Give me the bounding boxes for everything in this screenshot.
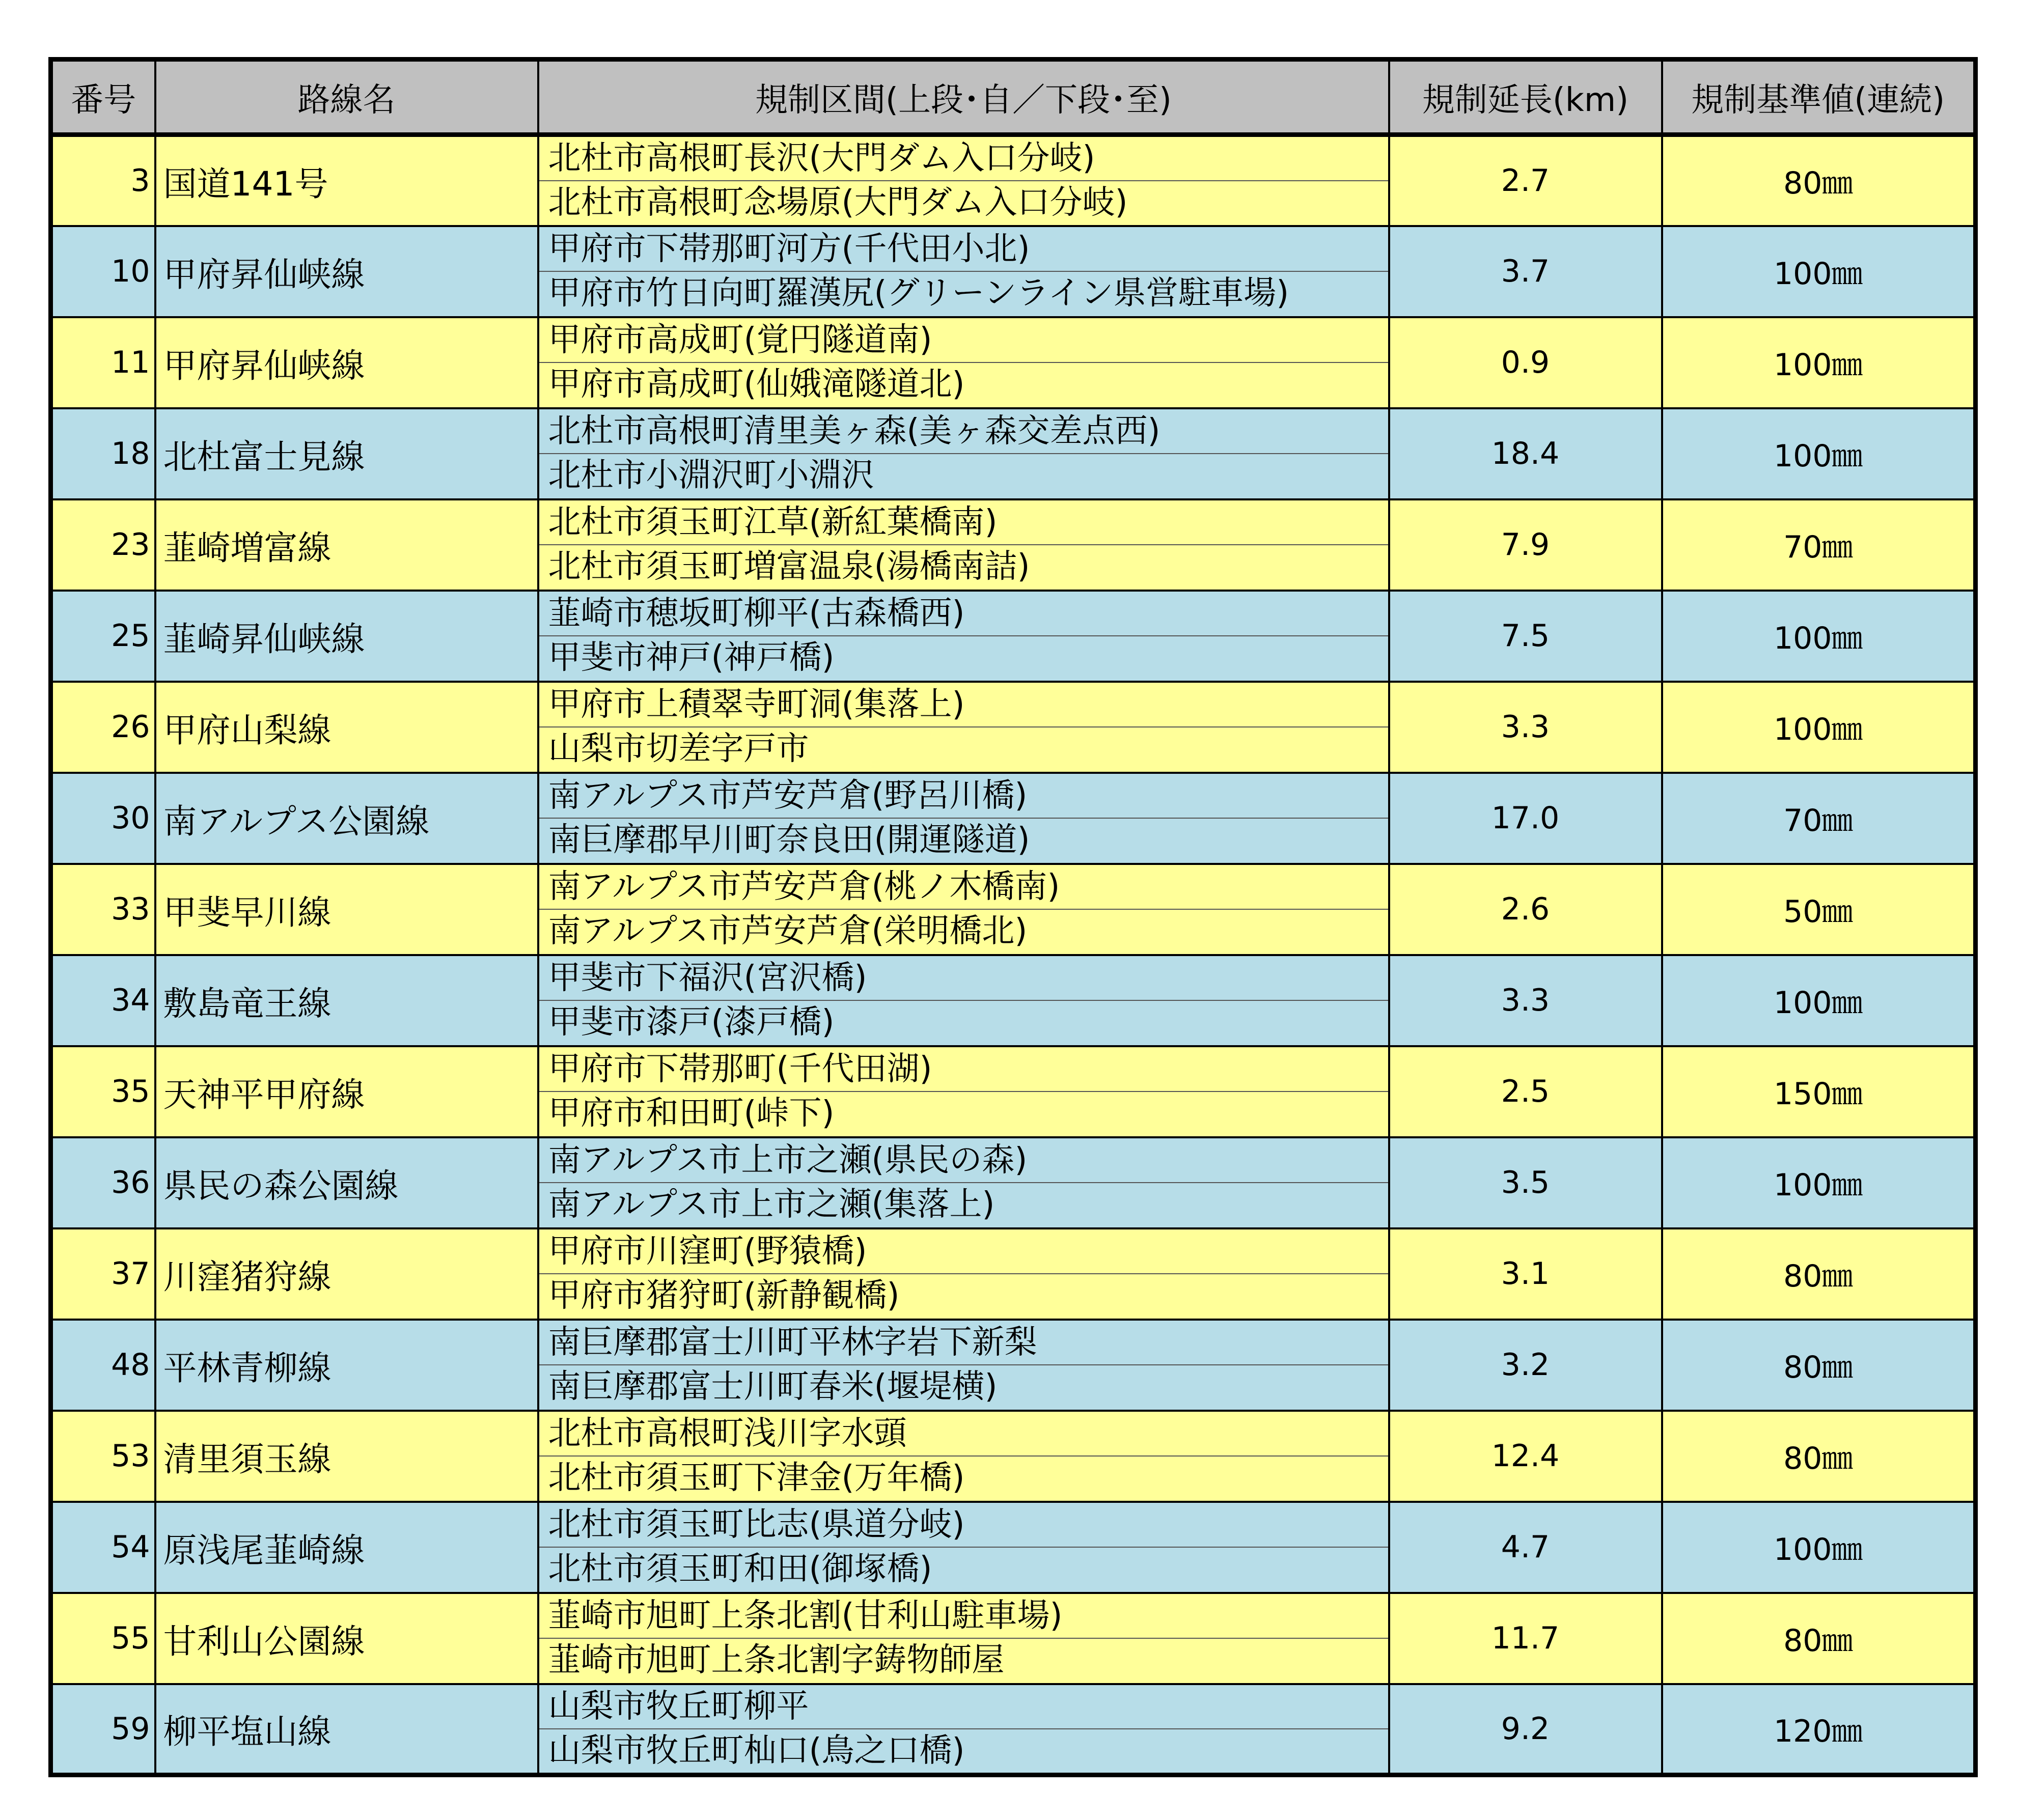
section-to: 南巨摩郡早川町奈良田(開運隧道) [548,821,1030,859]
regulation-length: 18.4 [1389,408,1662,499]
section-from: 北杜市高根町長沢(大門ダム入口分岐) [539,137,1388,181]
regulation-length: 3.2 [1389,1320,1662,1411]
regulation-section [538,1137,1389,1228]
route-name: 敷島竜王線 [155,955,538,1046]
route-name: 川窪猪狩線 [155,1228,538,1320]
route-number: 35 [51,1046,155,1137]
regulation-section [538,1228,1389,1320]
regulation-length: 7.9 [1389,499,1662,591]
section-to: 南アルプス市上市之瀬(集落上) [548,1186,995,1223]
regulation-standard: 100㎜ [1662,317,1976,408]
section-from: 甲府市上積翠寺町洞(集落上) [539,683,1388,727]
regulation-length: 7.5 [1389,591,1662,682]
regulation-standard: 80㎜ [1662,1411,1976,1502]
regulation-standard: 100㎜ [1662,1137,1976,1228]
regulation-standard: 80㎜ [1662,135,1976,226]
table-row [51,408,1976,499]
table-row [51,499,1976,591]
route-number: 23 [51,499,155,591]
section-to: 韮崎市旭町上条北割字鋳物師屋 [548,1641,1005,1679]
route-number: 26 [51,682,155,773]
route-name: 甲府昇仙峡線 [155,226,538,317]
section-to: 山梨市切差字戸市 [548,730,809,768]
header-row [51,60,1976,135]
regulation-standard: 100㎜ [1662,408,1976,499]
regulation-section [538,864,1389,955]
regulation-section [538,955,1389,1046]
regulation-section [538,682,1389,773]
table-row [51,1046,1976,1137]
route-name: 平林青柳線 [155,1320,538,1411]
regulation-standard: 70㎜ [1662,499,1976,591]
section-to: 北杜市須玉町下津金(万年橋) [548,1459,965,1497]
section-from: 甲府市下帯那町(千代田湖) [539,1048,1388,1092]
route-number: 18 [51,408,155,499]
regulation-standard: 80㎜ [1662,1228,1976,1320]
section-to: 甲府市高成町(仙娥滝隧道北) [548,366,965,403]
route-number: 10 [51,226,155,317]
table-row [51,1320,1976,1411]
table-row [51,1228,1976,1320]
regulation-length: 3.3 [1389,955,1662,1046]
table-row [51,1593,1976,1684]
section-to: 南アルプス市芦安芦倉(栄明橋北) [548,912,1028,950]
route-number: 3 [51,135,155,226]
route-name: 韮崎昇仙峡線 [155,591,538,682]
route-number: 48 [51,1320,155,1411]
section-from: 山梨市牧丘町柳平 [539,1685,1388,1729]
table-row [51,1502,1976,1593]
section-to: 北杜市須玉町和田(御塚橋) [548,1550,932,1588]
header-route: 路線名 [155,60,538,135]
regulation-length: 3.1 [1389,1228,1662,1320]
regulation-section [538,1411,1389,1502]
route-number: 30 [51,773,155,864]
regulation-section [538,226,1389,317]
regulation-section [538,135,1389,226]
header-standard: 規制基準値(連続) [1662,60,1976,135]
section-to: 南巨摩郡富士川町春米(堰堤横) [548,1368,998,1406]
regulation-length: 2.7 [1389,135,1662,226]
section-to: 甲府市竹日向町羅漢尻(グリーンライン県営駐車場) [548,274,1289,312]
regulation-length: 2.5 [1389,1046,1662,1137]
route-number: 11 [51,317,155,408]
regulation-standard: 70㎜ [1662,773,1976,864]
regulation-standard: 100㎜ [1662,591,1976,682]
route-name: 国道141号 [155,135,538,226]
route-number: 55 [51,1593,155,1684]
section-from: 韮崎市旭町上条北割(甘利山駐車場) [539,1594,1388,1639]
section-from: 甲斐市下福沢(宮沢橋) [539,957,1388,1001]
route-number: 36 [51,1137,155,1228]
route-name: 清里須玉線 [155,1411,538,1502]
section-to: 甲斐市漆戸(漆戸橋) [548,1003,835,1041]
route-number: 33 [51,864,155,955]
route-name: 甘利山公園線 [155,1593,538,1684]
regulation-standard: 120㎜ [1662,1684,1976,1775]
section-to: 甲斐市神戸(神戸橋) [548,639,835,677]
route-name: 原浅尾韮崎線 [155,1502,538,1593]
header-section: 規制区間(上段･自／下段･至) [538,60,1389,135]
regulation-section [538,1684,1389,1775]
table-row [51,773,1976,864]
route-name: 甲府山梨線 [155,682,538,773]
regulation-standard: 100㎜ [1662,1502,1976,1593]
route-number: 54 [51,1502,155,1593]
road-regulation-table [48,57,1978,1777]
table-row [51,955,1976,1046]
section-from: 南アルプス市芦安芦倉(野呂川橋) [539,774,1388,819]
regulation-section [538,1046,1389,1137]
regulation-length: 2.6 [1389,864,1662,955]
table-body [51,135,1976,1775]
section-to: 山梨市牧丘町杣口(鳥之口橋) [548,1731,965,1770]
section-from: 北杜市高根町浅川字水頭 [539,1412,1388,1457]
table-row [51,226,1976,317]
section-from: 甲府市川窪町(野猿橋) [539,1230,1388,1274]
section-from: 南アルプス市上市之瀬(県民の森) [539,1139,1388,1183]
regulation-standard: 150㎜ [1662,1046,1976,1137]
route-name: 韮崎増富線 [155,499,538,591]
table-row [51,135,1976,226]
table-row [51,864,1976,955]
route-name: 甲府昇仙峡線 [155,317,538,408]
regulation-section [538,408,1389,499]
regulation-length: 3.5 [1389,1137,1662,1228]
regulation-section [538,591,1389,682]
section-from: 韮崎市穂坂町柳平(古森橋西) [539,592,1388,636]
regulation-length: 3.7 [1389,226,1662,317]
route-name: 天神平甲府線 [155,1046,538,1137]
route-name: 県民の森公園線 [155,1137,538,1228]
regulation-length: 12.4 [1389,1411,1662,1502]
route-number: 25 [51,591,155,682]
table-row [51,682,1976,773]
regulation-length: 0.9 [1389,317,1662,408]
section-to: 北杜市須玉町増富温泉(湯橋南詰) [548,548,1030,585]
regulation-section [538,1502,1389,1593]
regulation-length: 4.7 [1389,1502,1662,1593]
section-to: 北杜市高根町念場原(大門ダム入口分岐) [548,184,1128,222]
regulation-length: 11.7 [1389,1593,1662,1684]
regulation-standard: 100㎜ [1662,955,1976,1046]
section-from: 北杜市須玉町比志(県道分岐) [539,1503,1388,1548]
table-row [51,1411,1976,1502]
header-number: 番号 [51,60,155,135]
route-name: 南アルプス公園線 [155,773,538,864]
regulation-standard: 100㎜ [1662,226,1976,317]
section-from: 甲府市下帯那町河方(千代田小北) [539,228,1388,272]
table-row [51,1684,1976,1775]
section-to: 甲府市猪狩町(新静観橋) [548,1277,900,1314]
regulation-standard: 80㎜ [1662,1593,1976,1684]
header-length: 規制延長(km) [1389,60,1662,135]
section-from: 南アルプス市芦安芦倉(桃ノ木橋南) [539,865,1388,910]
route-number: 59 [51,1684,155,1775]
regulation-length: 9.2 [1389,1684,1662,1775]
regulation-section [538,317,1389,408]
route-number: 37 [51,1228,155,1320]
table-row [51,317,1976,408]
section-from: 北杜市須玉町江草(新紅葉橋南) [539,501,1388,545]
route-name: 甲斐早川線 [155,864,538,955]
section-from: 北杜市高根町清里美ヶ森(美ヶ森交差点西) [539,410,1388,454]
section-from: 南巨摩郡富士川町平林字岩下新梨 [539,1321,1388,1365]
regulation-standard: 100㎜ [1662,682,1976,773]
regulation-section [538,1320,1389,1411]
table-row [51,591,1976,682]
regulation-standard: 80㎜ [1662,1320,1976,1411]
regulation-section [538,1593,1389,1684]
route-number: 53 [51,1411,155,1502]
regulation-length: 3.3 [1389,682,1662,773]
route-name: 柳平塩山線 [155,1684,538,1775]
regulation-section [538,773,1389,864]
section-from: 甲府市高成町(覚円隧道南) [539,319,1388,363]
route-name: 北杜富士見線 [155,408,538,499]
regulation-standard: 50㎜ [1662,864,1976,955]
regulation-section [538,499,1389,591]
section-to: 北杜市小淵沢町小淵沢 [548,457,874,494]
regulation-length: 17.0 [1389,773,1662,864]
section-to: 甲府市和田町(峠下) [548,1095,835,1132]
route-number: 34 [51,955,155,1046]
table-row [51,1137,1976,1228]
